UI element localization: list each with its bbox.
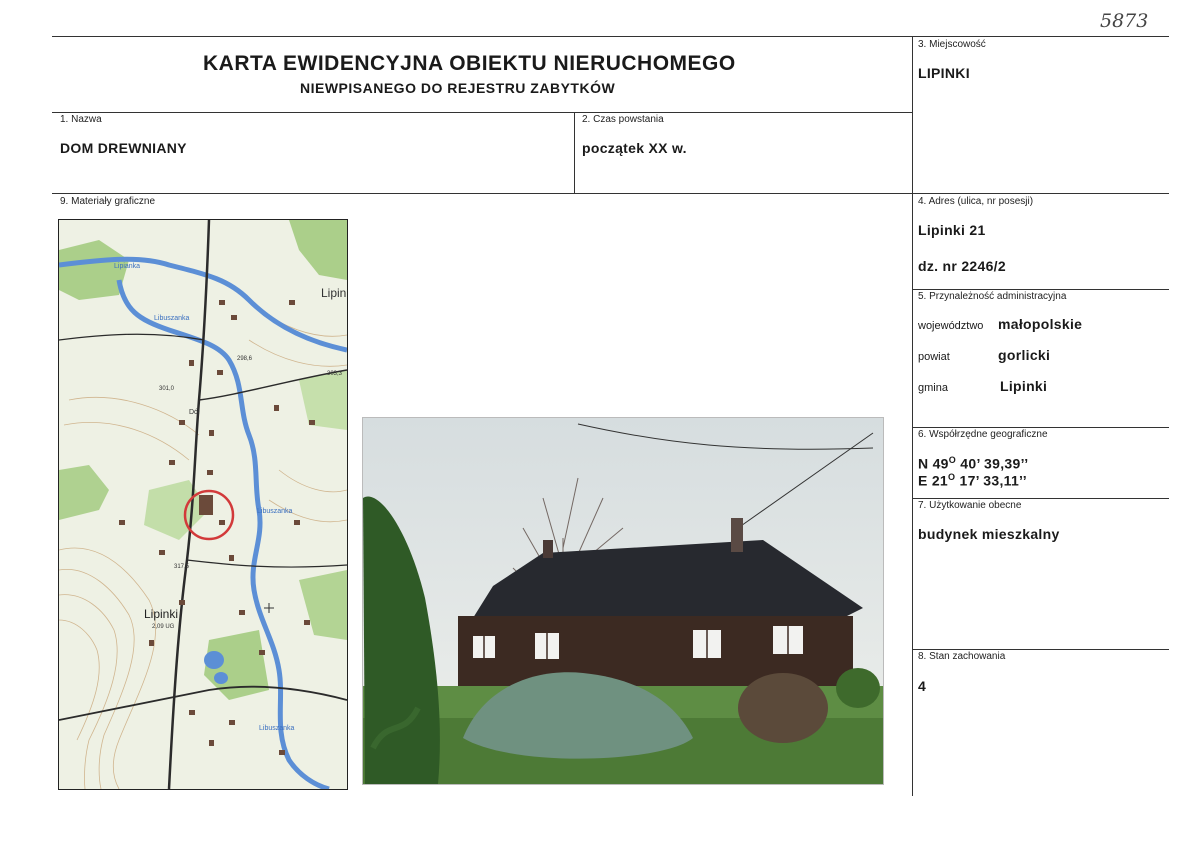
- field-8-label: 8. Stan zachowania: [918, 651, 1006, 662]
- card-title: KARTA EWIDENCYJNA OBIEKTU NIERUCHOMEGO: [203, 52, 736, 75]
- degree-mark: O: [948, 455, 957, 465]
- field-5-label: 5. Przynależność administracyjna: [918, 291, 1067, 302]
- field-8-value: 4: [918, 678, 927, 694]
- pond: [214, 672, 228, 684]
- field-7-value: budynek mieszkalny: [918, 526, 1060, 542]
- house-photo: [362, 417, 884, 785]
- admin-key-county: powiat: [918, 351, 950, 363]
- field-4-label: 4. Adres (ulica, nr posesji): [918, 196, 1034, 207]
- map-label-lipinki-sub: 2,09 UG: [152, 624, 175, 630]
- longitude-minutes-seconds: 17’ 33,11’’: [955, 472, 1027, 489]
- map-label-libuszanka-2: Libuszanka: [257, 508, 293, 515]
- degree-mark: O: [948, 472, 956, 482]
- field-9-label: 9. Materiały graficzne: [60, 196, 156, 207]
- latitude-degrees: N 49: [918, 455, 949, 472]
- field-4-value: Lipinki 21: [918, 222, 986, 238]
- field-3-label: 3. Miejscowość: [918, 39, 986, 50]
- rule-name-vertical: [574, 112, 575, 194]
- map-label-libuszanka-1: Libuszanka: [154, 315, 190, 322]
- rule-under-name: [52, 193, 1169, 194]
- admin-key-voivodeship: województwo: [918, 320, 984, 332]
- bush: [836, 668, 880, 708]
- rule-right-6: [913, 427, 1169, 428]
- field-7-label: 7. Użytkowanie obecne: [918, 500, 1022, 511]
- handwritten-number: 5873: [1100, 10, 1149, 32]
- map-label-libuszanka-3: Libuszanka: [259, 725, 295, 732]
- rule-top: [52, 36, 1169, 37]
- field-1-label: 1. Nazwa: [60, 114, 102, 125]
- chimney: [731, 518, 743, 552]
- coordinate-longitude: [918, 472, 1027, 489]
- field-1-value: DOM DREWNIANY: [60, 140, 187, 156]
- map-elevation: 298,6: [237, 356, 253, 362]
- card-subtitle: NIEWPISANEGO DO REJESTRU ZABYTKÓW: [300, 80, 616, 96]
- map-elevation: 303,3: [327, 371, 343, 377]
- longitude-degrees: E 21: [918, 472, 948, 489]
- map-label-lipinki: Lipinki: [144, 607, 179, 621]
- house-photo-graphic: [363, 418, 883, 784]
- field-6-label: 6. Współrzędne geograficzne: [918, 429, 1048, 440]
- rule-main-vertical: [912, 36, 913, 796]
- bush: [738, 673, 828, 743]
- rule-right-7: [913, 498, 1169, 499]
- admin-value-voivodeship: małopolskie: [998, 316, 1083, 332]
- rule-right-8: [913, 649, 1169, 650]
- admin-value-county: gorlicki: [998, 347, 1051, 363]
- field-2-label: 2. Czas powstania: [582, 114, 664, 125]
- topographic-map: [58, 219, 348, 790]
- map-label-lipianka: Lipianka: [114, 263, 141, 270]
- coordinate-latitude: [918, 455, 1028, 472]
- field-4-parcel: dz. nr 2246/2: [918, 258, 1006, 274]
- field-3-value: LIPINKI: [918, 65, 970, 81]
- map-label-lipiny: Lipin: [321, 286, 347, 300]
- map-graphic: [59, 220, 347, 789]
- map-label-dol: Dół: [189, 409, 200, 416]
- field-2-value: początek XX w.: [582, 140, 687, 156]
- rule-under-title: [52, 112, 913, 113]
- pond: [204, 651, 224, 669]
- admin-value-commune: Lipinki: [1000, 378, 1048, 394]
- latitude-minutes-seconds: 40’ 39,39’’: [956, 455, 1029, 472]
- admin-key-commune: gmina: [918, 382, 948, 394]
- map-elevation: 301,0: [159, 386, 175, 392]
- chimney: [543, 540, 553, 558]
- rule-right-4: [913, 289, 1169, 290]
- map-elevation: 317,5: [174, 564, 190, 570]
